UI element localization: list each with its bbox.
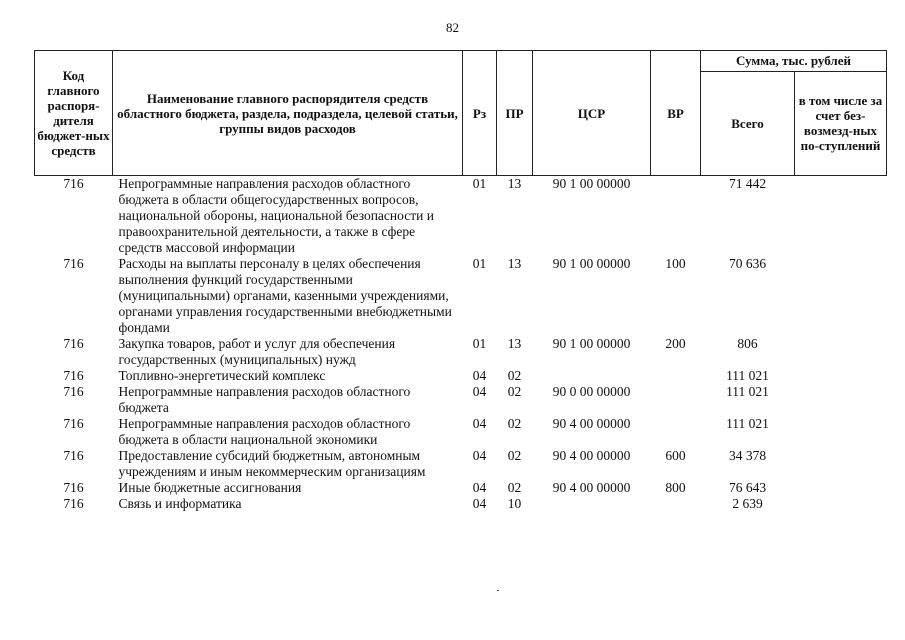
- cell-total: 806: [737, 336, 758, 351]
- table-row: [35, 256, 887, 336]
- cell-pr: 13: [507, 176, 522, 191]
- cell-rz: 01: [472, 336, 487, 351]
- cell-csr: [533, 496, 651, 512]
- cell-vr: [651, 384, 701, 416]
- scan-dot: [497, 590, 499, 591]
- cell-code: 716: [63, 496, 84, 511]
- cell-gratuitous: [795, 368, 887, 384]
- cell-rz: 04: [472, 496, 487, 511]
- cell-name: Непрограммные направления расходов областного бюджета в области национальной экономики: [118, 416, 411, 447]
- cell-gratuitous: [795, 496, 887, 512]
- header-name: Наименование главного распорядителя средств областного бюджета, раздела, подраздела, целевой статьи, группы видов расходов: [113, 51, 463, 176]
- cell-pr: 02: [507, 416, 522, 431]
- table-row: [35, 368, 887, 384]
- table-row: [35, 176, 887, 257]
- cell-rz: 04: [472, 448, 487, 463]
- cell-pr: 13: [507, 336, 522, 351]
- cell-vr: 200: [665, 336, 686, 351]
- cell-code: 716: [63, 336, 84, 351]
- cell-name: Иные бюджетные ассигнования: [118, 480, 302, 495]
- cell-gratuitous: [795, 480, 887, 496]
- cell-pr: 02: [507, 480, 522, 495]
- cell-csr: 90 4 00 00000: [552, 416, 631, 431]
- cell-rz: 04: [472, 416, 487, 431]
- cell-pr: 13: [507, 256, 522, 271]
- cell-code: 716: [63, 368, 84, 383]
- cell-rz: 01: [472, 256, 487, 271]
- table-row: [35, 384, 887, 416]
- cell-csr: 90 1 00 00000: [552, 256, 631, 271]
- cell-code: 716: [63, 448, 84, 463]
- cell-vr: 800: [665, 480, 686, 495]
- budget-table-container: [34, 50, 886, 512]
- cell-name: Расходы на выплаты персоналу в целях обеспечения выполнения функций государственными (муниципальными) органами, казенными учреждениями, органами управления государственными внебюджетными фондами: [118, 256, 452, 335]
- cell-gratuitous: [795, 336, 887, 368]
- cell-code: 716: [63, 480, 84, 495]
- table-row: [35, 336, 887, 368]
- cell-vr: 100: [665, 256, 686, 271]
- cell-gratuitous: [795, 384, 887, 416]
- cell-total: 34 378: [728, 448, 767, 463]
- cell-csr: 90 0 00 00000: [552, 384, 631, 399]
- header-pr: ПР: [497, 51, 533, 176]
- header-total: Всего: [701, 71, 795, 175]
- cell-csr: 90 1 00 00000: [552, 176, 631, 191]
- cell-csr: 90 4 00 00000: [552, 480, 631, 495]
- header-code: Код главного распоря-дителя бюджет-ных средств: [35, 51, 113, 176]
- cell-total: 111 021: [726, 384, 769, 399]
- cell-rz: 01: [472, 176, 487, 191]
- table-row: [35, 480, 887, 496]
- cell-csr: [533, 368, 651, 384]
- cell-name: Топливно-энергетический комплекс: [118, 368, 326, 383]
- cell-vr: [651, 368, 701, 384]
- budget-table: [34, 50, 887, 512]
- cell-code: 716: [63, 384, 84, 399]
- cell-code: 716: [63, 416, 84, 431]
- header-vr: ВР: [651, 51, 701, 176]
- header-csr: ЦСР: [533, 51, 651, 176]
- cell-pr: 02: [507, 448, 522, 463]
- cell-csr: 90 4 00 00000: [552, 448, 631, 463]
- cell-gratuitous: [795, 416, 887, 448]
- cell-name: Непрограммные направления расходов областного бюджета в области общегосударственных вопросов, национальной обороны, национальной безопасности и правоохранительной деятельности, а также в сфере средств массовой информации: [118, 176, 434, 255]
- cell-name: Связь и информатика: [118, 496, 242, 511]
- cell-gratuitous: [795, 256, 887, 336]
- cell-name: Закупка товаров, работ и услуг для обеспечения государственных (муниципальных) нужд: [118, 336, 396, 367]
- cell-vr: [651, 176, 701, 257]
- cell-total: 111 021: [726, 416, 769, 431]
- cell-total: 76 643: [728, 480, 767, 495]
- table-header: [35, 51, 887, 176]
- cell-name: Предоставление субсидий бюджетным, автономным учреждениям и иным некоммерческим организациям: [118, 448, 426, 479]
- table-body: [35, 176, 887, 513]
- cell-rz: 04: [472, 480, 487, 495]
- page-number: 82: [446, 20, 459, 35]
- cell-vr: [651, 416, 701, 448]
- cell-pr: 10: [507, 496, 522, 511]
- cell-vr: [651, 496, 701, 512]
- cell-total: 71 442: [728, 176, 767, 191]
- cell-csr: 90 1 00 00000: [552, 336, 631, 351]
- cell-code: 716: [63, 256, 84, 271]
- header-gratuitous: в том числе за счет без-возмезд-ных по-ступлений: [795, 71, 887, 175]
- cell-rz: 04: [472, 368, 487, 383]
- cell-name: Непрограммные направления расходов областного бюджета: [118, 384, 411, 415]
- cell-pr: 02: [507, 368, 522, 383]
- cell-total: 111 021: [726, 368, 769, 383]
- cell-rz: 04: [472, 384, 487, 399]
- cell-code: 716: [63, 176, 84, 191]
- table-row: [35, 496, 887, 512]
- table-row: [35, 448, 887, 480]
- cell-vr: 600: [665, 448, 686, 463]
- header-rz: Рз: [463, 51, 497, 176]
- cell-gratuitous: [795, 176, 887, 257]
- table-row: [35, 416, 887, 448]
- cell-gratuitous: [795, 448, 887, 480]
- cell-total: 2 639: [732, 496, 763, 511]
- cell-total: 70 636: [728, 256, 767, 271]
- header-sum-group: Сумма, тыс. рублей: [701, 51, 887, 72]
- cell-pr: 02: [507, 384, 522, 399]
